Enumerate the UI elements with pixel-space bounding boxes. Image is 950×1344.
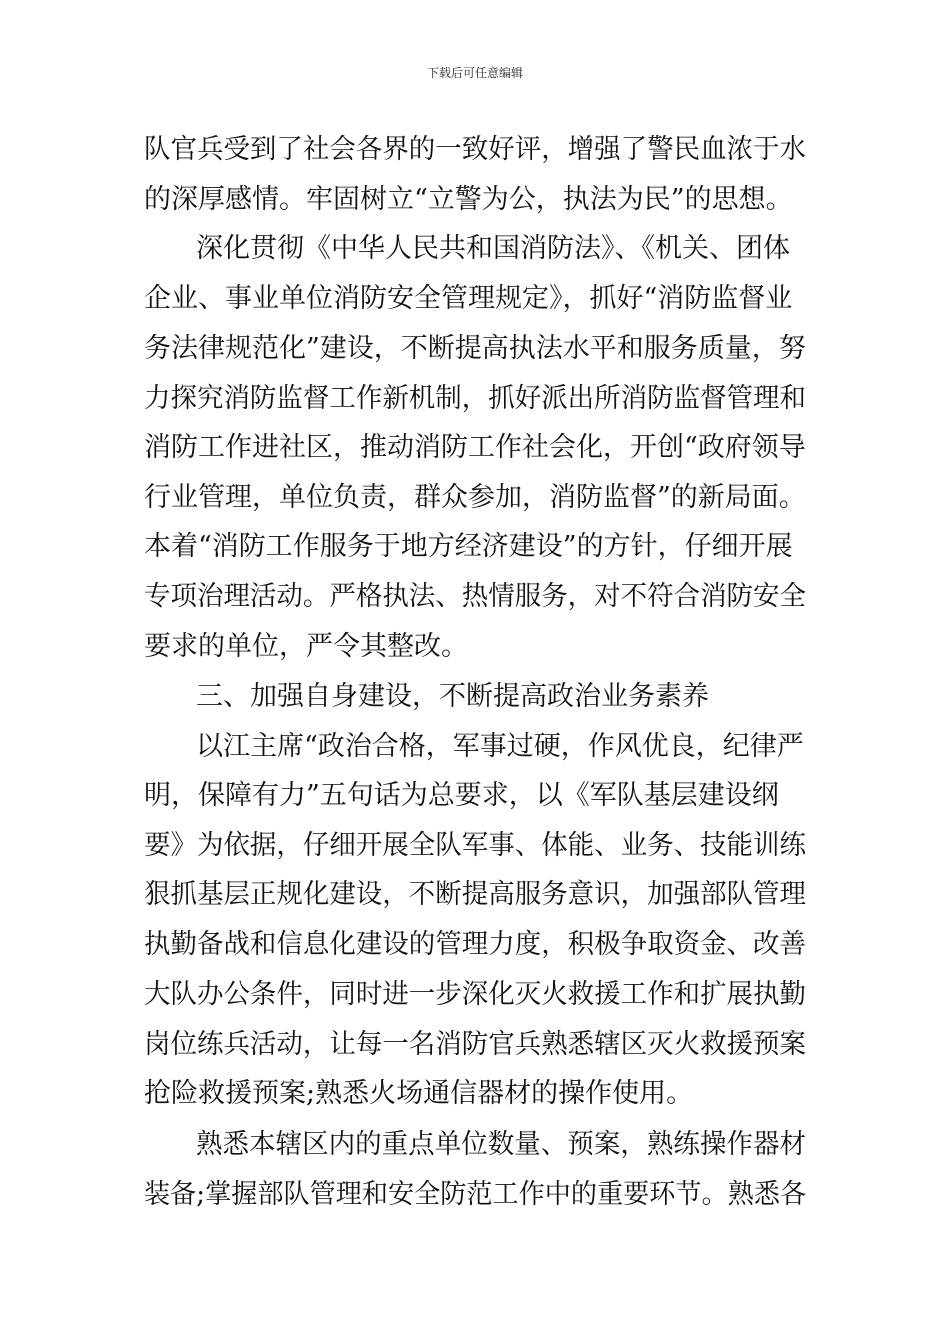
text-line: 要》为依据，仔细开展全队军事、体能、业务、技能训练 bbox=[144, 830, 806, 861]
text-line: 力探究消防监督工作新机制，抓好派出所消防监督管理和 bbox=[144, 383, 806, 414]
text-line: 大队办公条件，同时进一步深化灭火救援工作和扩展执勤 bbox=[144, 979, 806, 1010]
text-line: 岗位练兵活动，让每一名消防官兵熟悉辖区灭火救援预案 bbox=[144, 1029, 806, 1060]
page-header: 下载后可任意编辑 bbox=[426, 66, 523, 80]
text-line: 的深厚感情。牢固树立“立警为公，执法为民”的思想。 bbox=[144, 184, 793, 215]
text-line: 本着“消防工作服务于地方经济建设”的方针，仔细开展 bbox=[144, 531, 793, 562]
text-line: 行业管理，单位负责，群众参加，消防监督”的新局面。 bbox=[144, 482, 806, 513]
text-line: 执勤备战和信息化建设的管理力度，积极争取资金、改善 bbox=[144, 929, 806, 960]
text-line: 消防工作进社区，推动消防工作社会化，开创“政府领导 bbox=[144, 432, 806, 463]
text-line: 务法律规范化”建设，不断提高执法水平和服务质量，努 bbox=[144, 333, 806, 364]
text-line: 装备;掌握部队管理和安全防范工作中的重要环节。熟悉各 bbox=[144, 1179, 807, 1210]
text-line: 专项治理活动。严格执法、热情服务，对不符合消防安全 bbox=[144, 581, 806, 612]
paragraph-first-line: 深化贯彻《中华人民共和国消防法》、《机关、团体 bbox=[196, 233, 790, 264]
text-line: 狠抓基层正规化建设，不断提高服务意识，加强部队管理 bbox=[144, 879, 806, 910]
text-line: 要求的单位，严令其整改。 bbox=[144, 631, 468, 662]
text-line: 企业、事业单位消防安全管理规定》，抓好“消防监督业 bbox=[144, 283, 793, 314]
text-line: 抢险救援预案;熟悉火场通信器材的操作使用。 bbox=[144, 1078, 694, 1109]
text-line: 队官兵受到了社会各界的一致好评，增强了警民血浓于水 bbox=[144, 134, 806, 165]
text-line: 明，保障有力”五句话为总要求，以《军队基层建设纲 bbox=[144, 780, 779, 811]
paragraph-first-line: 以江主席“政治合格，军事过硬，作风优良，纪律严 bbox=[196, 731, 804, 762]
paragraph-first-line: 熟悉本辖区内的重点单位数量、预案，熟练操作器材 bbox=[196, 1129, 806, 1160]
section-heading: 三、加强自身建设，不断提高政治业务素养 bbox=[196, 681, 709, 712]
